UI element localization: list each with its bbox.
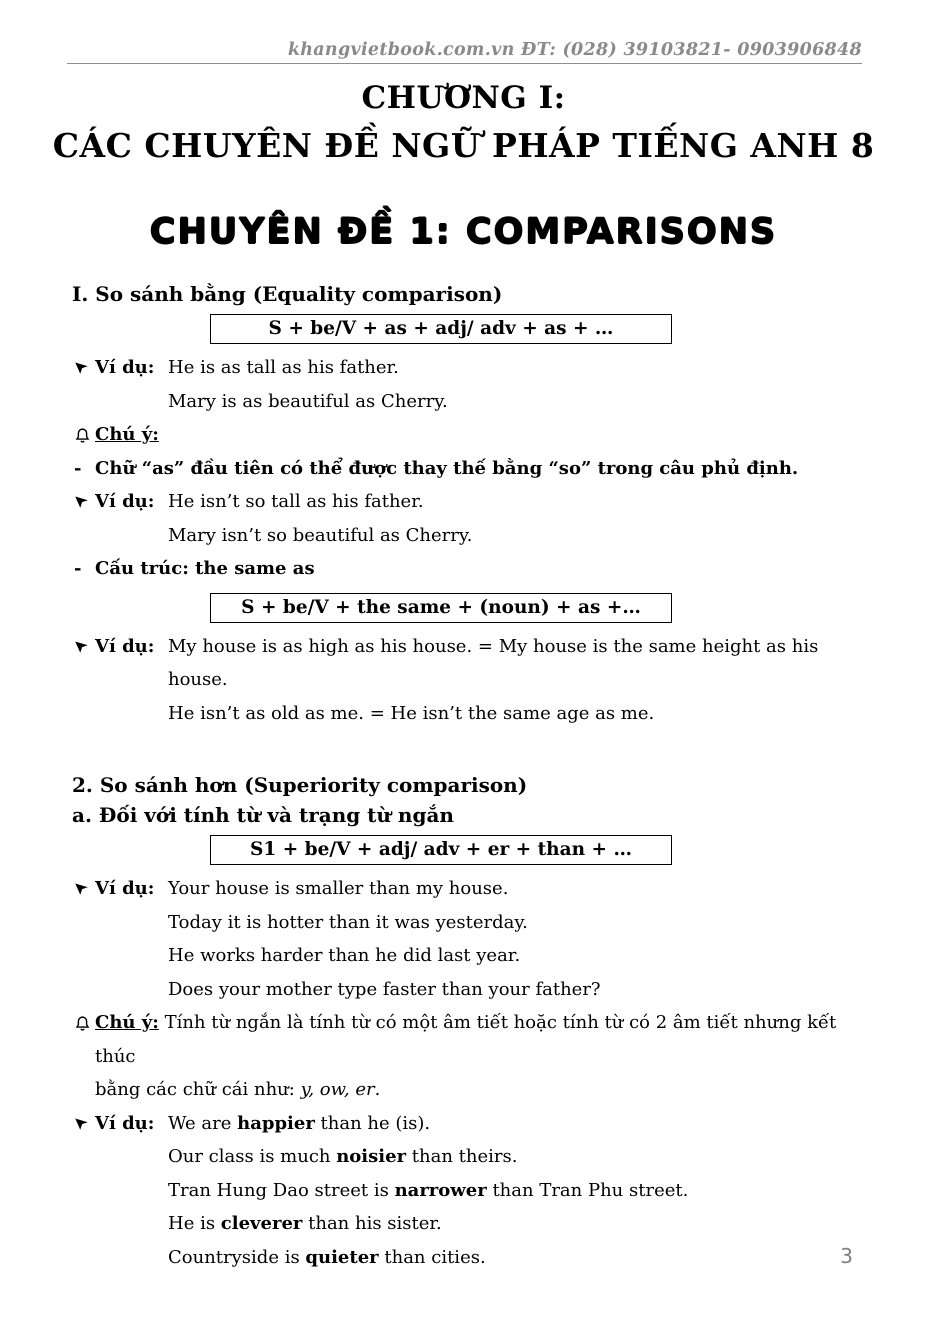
- rule-line: [72, 552, 860, 586]
- example-label: Ví dụ:: [95, 491, 155, 512]
- example-line: [72, 519, 860, 553]
- example-sentence: We are happier than he (is).: [168, 1112, 431, 1134]
- rule-text: Cấu trúc: the same as: [95, 558, 315, 579]
- section-heading-superiority: 2. So sánh hơn (Superiority comparison): [72, 773, 528, 797]
- example-sentence: Our class is much noisier than theirs.: [168, 1146, 518, 1167]
- example-line: [72, 351, 860, 385]
- example-line: [72, 385, 860, 419]
- dash-bullet: -: [74, 558, 82, 579]
- example-sentence: My house is as high as his house. = My house is the same height as his house.: [168, 635, 819, 690]
- example-sentence: Mary is as beautiful as Cherry.: [168, 390, 448, 412]
- dash-bullet: -: [74, 457, 82, 479]
- formula-box-1: S + be/V + as + adj/ adv + as + …: [210, 314, 672, 344]
- formula-box-3: S1 + be/V + adj/ adv + er + than + …: [210, 835, 672, 865]
- example-group-3: [72, 630, 860, 731]
- plane-icon: [74, 1116, 90, 1132]
- example-line: [72, 1174, 860, 1208]
- plane-icon: [74, 360, 90, 376]
- note-text-italic: y, ow, er: [300, 1079, 375, 1100]
- section-heading-equality: I. So sánh bằng (Equality comparison): [72, 282, 503, 306]
- example-sentence: He is as tall as his father.: [168, 357, 399, 378]
- example-label: Ví dụ:: [95, 878, 155, 899]
- example-sentence: He works harder than he did last year.: [168, 945, 521, 966]
- note-text: bằng các chữ cái như:: [95, 1079, 301, 1100]
- bell-icon: [74, 1015, 90, 1031]
- example-label: Ví dụ:: [95, 357, 155, 378]
- plane-icon: [74, 494, 90, 510]
- example-line: [72, 1140, 860, 1174]
- plane-icon: [74, 639, 90, 655]
- site-header-text: khangvietbook.com.vn ĐT: (028) 39103821- 0903906848: [287, 40, 862, 60]
- example-line: [72, 973, 860, 1007]
- note-line: [72, 418, 860, 452]
- example-sentence: Does your mother type faster than your father?: [168, 978, 601, 1000]
- example-sentence: Your house is smaller than my house.: [168, 878, 509, 899]
- note-line: [72, 1006, 860, 1073]
- chapter-title-line2: CÁC CHUYÊN ĐỀ NGỮ PHÁP TIẾNG ANH 8: [52, 126, 875, 165]
- note-label: Chú ý:: [95, 1012, 159, 1033]
- example-sentence: Mary isn’t so beautiful as Cherry.: [168, 524, 473, 546]
- example-line: [72, 906, 860, 940]
- topic-title: CHUYÊN ĐỀ 1: COMPARISONS: [149, 212, 778, 252]
- example-line: [72, 1107, 860, 1141]
- rule-line: [72, 452, 860, 486]
- example-group-5: [72, 1107, 860, 1275]
- chapter-title-line1: CHƯƠNG I:: [361, 80, 566, 116]
- example-line: [72, 697, 860, 731]
- note-line-continued: [72, 1073, 860, 1107]
- example-line: [72, 1207, 860, 1241]
- example-sentence: He isn’t as old as me. = He isn’t the same age as me.: [168, 702, 655, 724]
- example-label: Ví dụ:: [95, 1112, 155, 1134]
- example-line: [72, 1241, 860, 1275]
- bell-icon: [74, 427, 90, 443]
- note-label: Chú ý:: [95, 424, 159, 445]
- example-group-2: [72, 485, 860, 552]
- example-sentence: He isn’t so tall as his father.: [168, 491, 424, 512]
- example-line: [72, 939, 860, 973]
- example-label: Ví dụ:: [95, 635, 155, 657]
- example-line: [72, 630, 860, 697]
- example-sentence: Tran Hung Dao street is narrower than Tran Phu street.: [168, 1179, 689, 1201]
- plane-icon: [74, 881, 90, 897]
- example-sentence: Countryside is quieter than cities.: [168, 1246, 486, 1268]
- example-sentence: He is cleverer than his sister.: [168, 1213, 442, 1234]
- example-group-1: [72, 351, 860, 418]
- page-content: [0, 281, 927, 1274]
- rule-text: Chữ “as” đầu tiên có thể được thay thế bằng “so” trong câu phủ định.: [95, 457, 799, 479]
- page-header: [67, 0, 862, 64]
- page-number: 3: [840, 1244, 853, 1268]
- example-sentence: Today it is hotter than it was yesterday.: [168, 911, 528, 933]
- example-line: [72, 485, 860, 519]
- note-text: Tính từ ngắn là tính từ có một âm tiết hoặc tính từ có 2 âm tiết nhưng kết thúc: [95, 1012, 837, 1067]
- note-text: .: [374, 1079, 381, 1100]
- formula-box-2: S + be/V + the same + (noun) + as +…: [210, 593, 672, 623]
- subsection-heading-short-adj: a. Đối với tính từ và trạng từ ngắn: [72, 803, 454, 827]
- example-group-4: [72, 872, 860, 1006]
- example-line: [72, 872, 860, 906]
